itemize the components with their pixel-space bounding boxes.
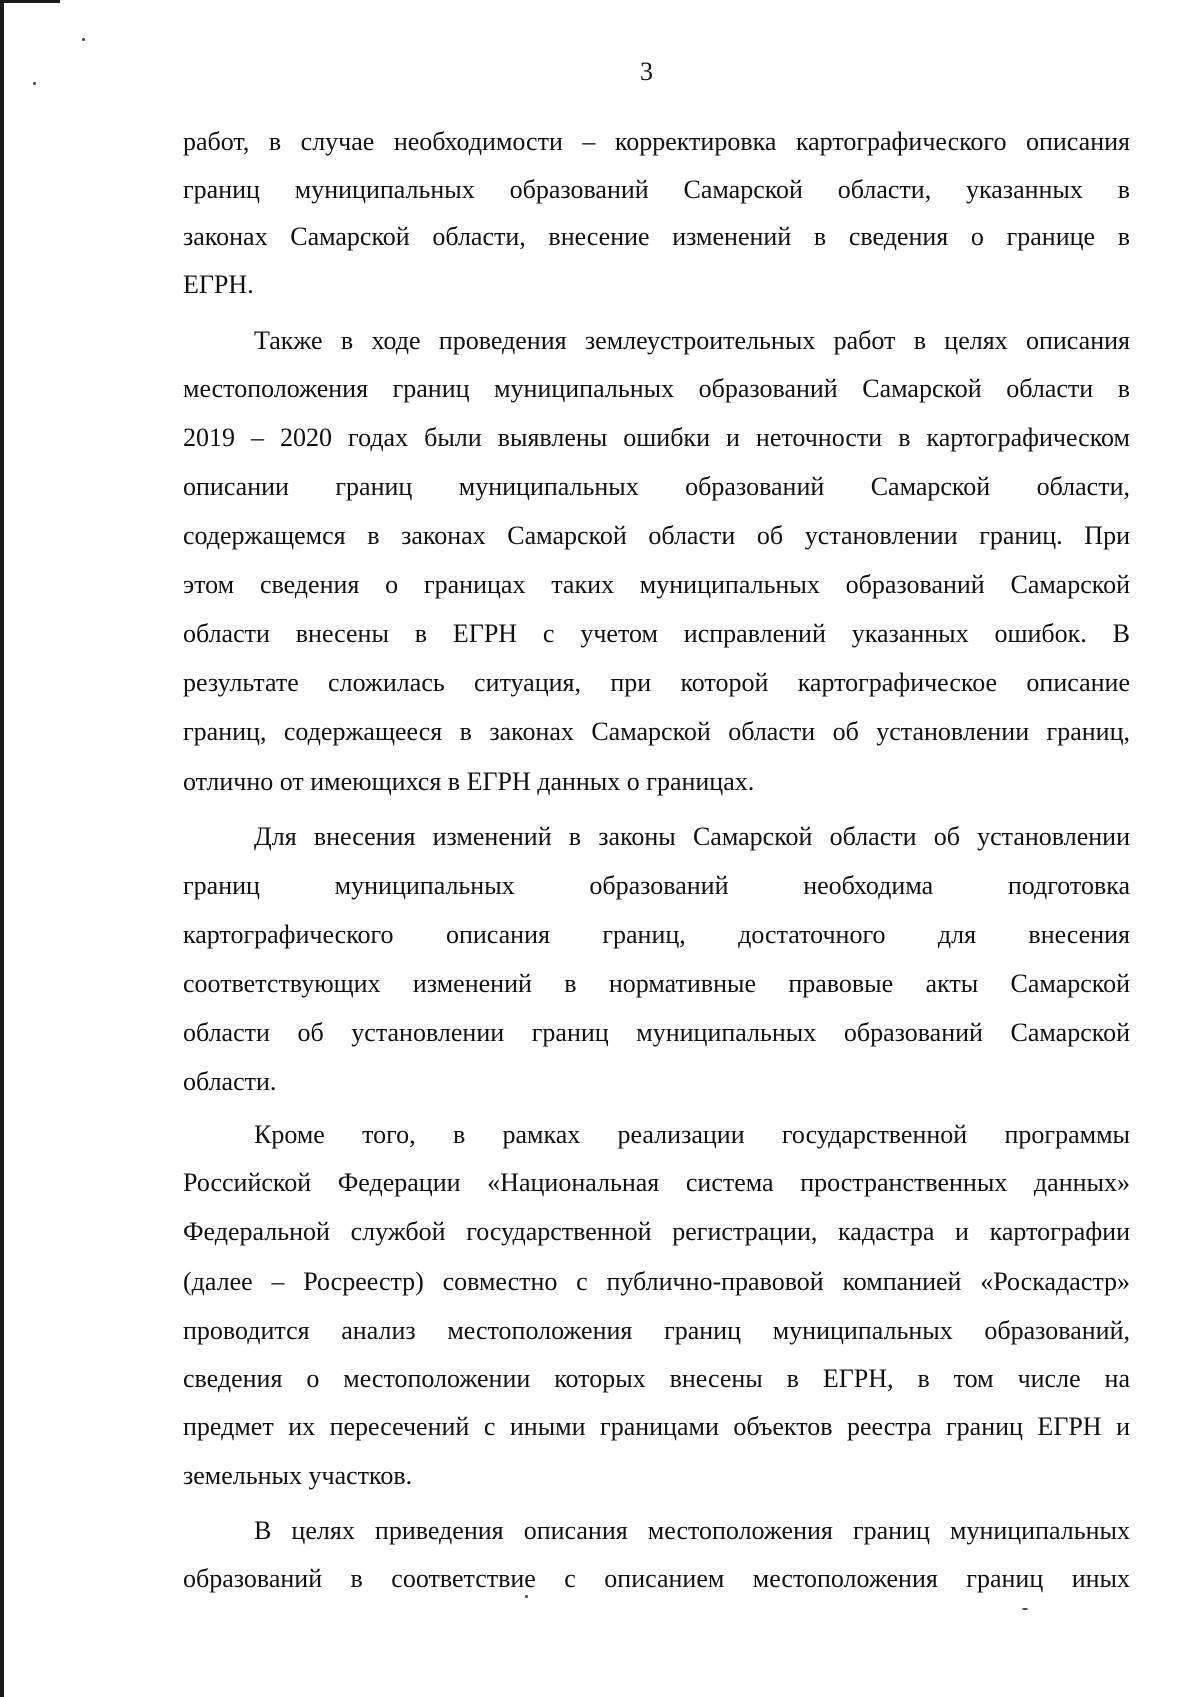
text-line: области внесены в ЕГРН с учетом исправлений указанных ошибок. В xyxy=(183,619,1130,648)
scan-speck xyxy=(1022,1608,1028,1610)
scan-speck xyxy=(82,38,85,41)
text-line: границ, содержащееся в законах Самарской области об установлении границ, xyxy=(183,717,1130,746)
text-line: Кроме того, в рамках реализации государственной программы xyxy=(254,1120,1130,1149)
page-number: 3 xyxy=(640,57,653,86)
text-line: местоположения границ муниципальных образований Самарской области в xyxy=(183,374,1130,403)
text-line: границ муниципальных образований необходима подготовка xyxy=(183,871,1130,900)
text-line: 2019 – 2020 годах были выявлены ошибки и неточности в картографическом xyxy=(183,423,1130,452)
scan-speck xyxy=(33,82,36,85)
text-line: образований в соответствие с описанием местоположения границ иных xyxy=(183,1564,1130,1593)
text-line: (далее – Росреестр) совместно с публично-правовой компанией «Роскадастр» xyxy=(183,1267,1130,1296)
text-line: В целях приведения описания местоположения границ муниципальных xyxy=(254,1516,1130,1545)
text-line: содержащемся в законах Самарской области об установлении границ. При xyxy=(183,521,1130,550)
text-line: описании границ муниципальных образований Самарской области, xyxy=(183,472,1130,501)
text-line: Российской Федерации «Национальная система пространственных данных» xyxy=(183,1168,1130,1197)
text-line: земельных участков. xyxy=(183,1461,413,1490)
text-line: соответствующих изменений в нормативные правовые акты Самарской xyxy=(183,969,1130,998)
text-line: области. xyxy=(183,1067,277,1096)
text-line: законах Самарской области, внесение изменений в сведения о границе в xyxy=(183,222,1130,251)
text-line: области об установлении границ муниципальных образований Самарской xyxy=(183,1018,1130,1047)
text-line: проводится анализ местоположения границ муниципальных образований, xyxy=(183,1316,1130,1345)
text-line: Для внесения изменений в законы Самарской области об установлении xyxy=(254,822,1130,851)
text-line: этом сведения о границах таких муниципальных образований Самарской xyxy=(183,570,1130,599)
scan-top-mark xyxy=(0,0,60,3)
text-line: Также в ходе проведения землеустроительных работ в целях описания xyxy=(254,326,1130,355)
text-line: ЕГРН. xyxy=(183,270,254,299)
text-line: работ, в случае необходимости – корректировка картографического описания xyxy=(183,127,1130,156)
text-line: результате сложилась ситуация, при которой картографическое описание xyxy=(183,668,1130,697)
text-line: Федеральной службой государственной регистрации, кадастра и картографии xyxy=(183,1217,1130,1246)
text-line: отлично от имеющихся в ЕГРН данных о границах. xyxy=(183,767,755,796)
text-line: границ муниципальных образований Самарской области, указанных в xyxy=(183,175,1130,204)
text-line: картографического описания границ, достаточного для внесения xyxy=(183,920,1130,949)
scan-left-edge xyxy=(0,0,4,1697)
text-line: предмет их пересечений с иными границами объектов реестра границ ЕГРН и xyxy=(183,1412,1130,1441)
text-line: сведения о местоположении которых внесены в ЕГРН, в том числе на xyxy=(183,1364,1130,1393)
